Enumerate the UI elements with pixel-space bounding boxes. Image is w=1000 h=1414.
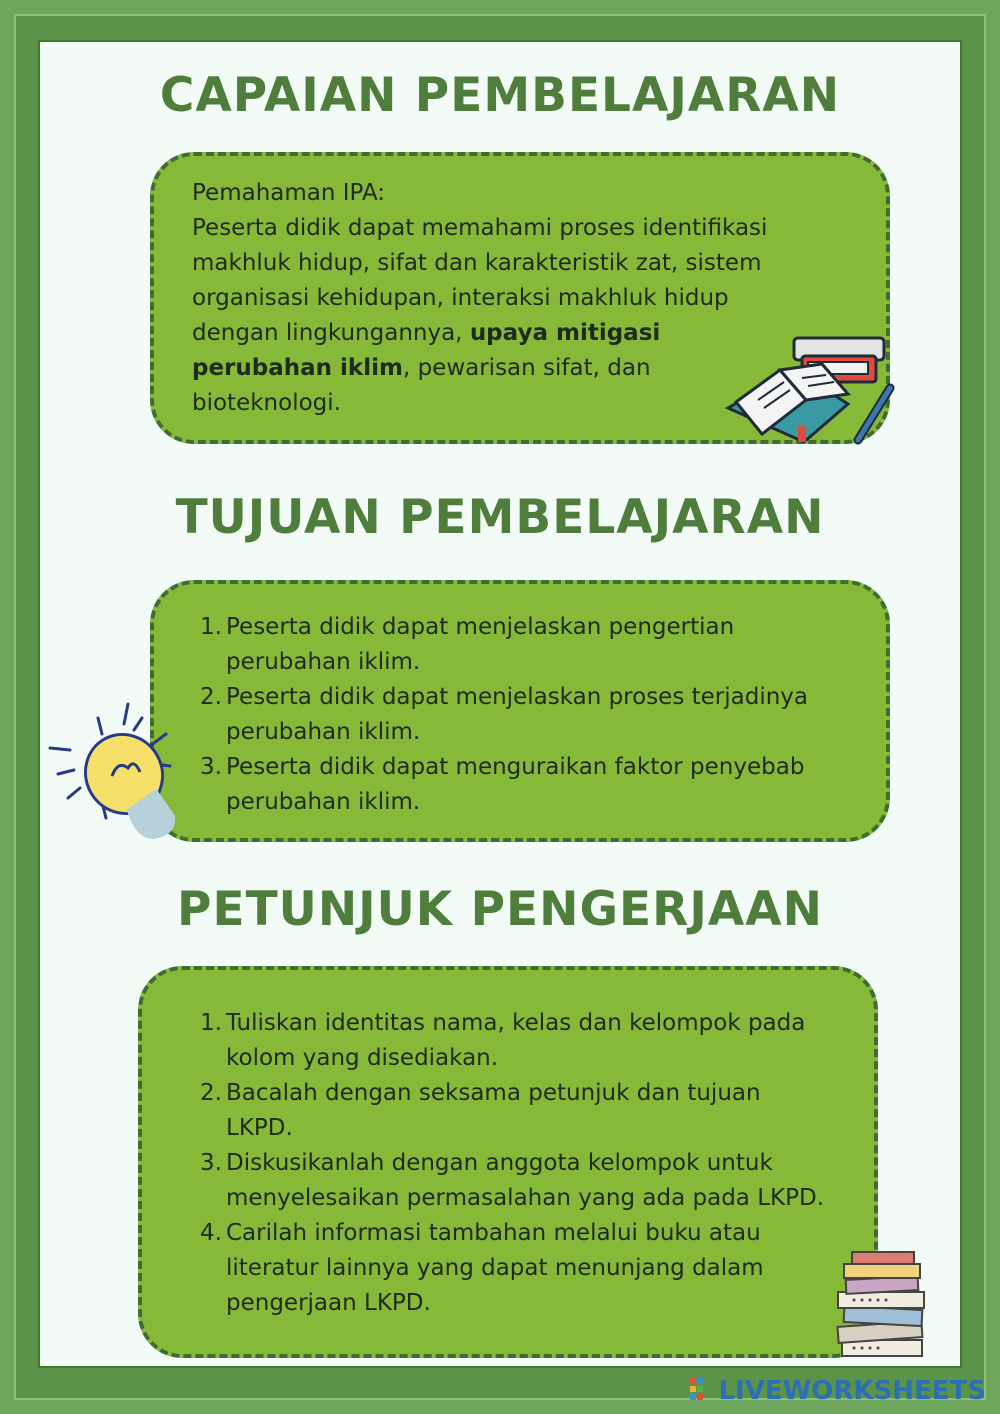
petunjuk-item: 4. Carilah informasi tambahan melalui buku atau literatur lainnya yang dapat menunjang dalam pengerjaan LKPD.: [200, 1220, 764, 1316]
lightbulb-icon: [48, 694, 188, 854]
book-stack-icon: [834, 1250, 934, 1360]
books-icon: [718, 330, 898, 450]
tujuan-box: [150, 580, 890, 842]
tujuan-item: 3. Peserta didik dapat menguraikan faktor penyebab perubahan iklim.: [200, 754, 805, 815]
tujuan-list: [192, 610, 856, 820]
petunjuk-item: 1. Tuliskan identitas nama, kelas dan kelompok pada kolom yang disediakan.: [200, 1010, 806, 1071]
capaian-text: [192, 211, 772, 421]
capaian-label: Pemahaman IPA:: [192, 180, 386, 206]
brand-name: LIVEWORKSHEETS: [718, 1376, 986, 1406]
capaian-bold-text: upaya mitigasi perubahan iklim: [192, 320, 661, 381]
liveworksheets-logo-icon: [690, 1378, 710, 1402]
petunjuk-list: [192, 1006, 854, 1321]
section-title-petunjuk: PETUNJUK PENGERJAAN: [177, 882, 823, 937]
capaian-text-before: Peserta didik dapat memahami proses identifikasi makhluk hidup, sifat dan karakteristik zat, sistem organisasi kehidupan, interaksi makhluk hidup dengan lingkungannya,: [192, 215, 768, 346]
capaian-text-after: , pewarisan sifat, dan bioteknologi.: [192, 355, 651, 416]
petunjuk-item: 3. Diskusikanlah dengan anggota kelompok untuk menyelesaikan permasalahan yang ada pada LKPD.: [200, 1150, 824, 1211]
tujuan-item: 1. Peserta didik dapat menjelaskan pengertian perubahan iklim.: [200, 614, 735, 675]
section-title-tujuan: TUJUAN PEMBELAJARAN: [175, 490, 825, 545]
section-title-capaian: CAPAIAN PEMBELAJARAN: [159, 68, 841, 123]
petunjuk-item: 2. Bacalah dengan seksama petunjuk dan tujuan LKPD.: [200, 1080, 761, 1141]
tujuan-item: 2. Peserta didik dapat menjelaskan proses terjadinya perubahan iklim.: [200, 684, 809, 745]
petunjuk-box: [138, 966, 878, 1358]
